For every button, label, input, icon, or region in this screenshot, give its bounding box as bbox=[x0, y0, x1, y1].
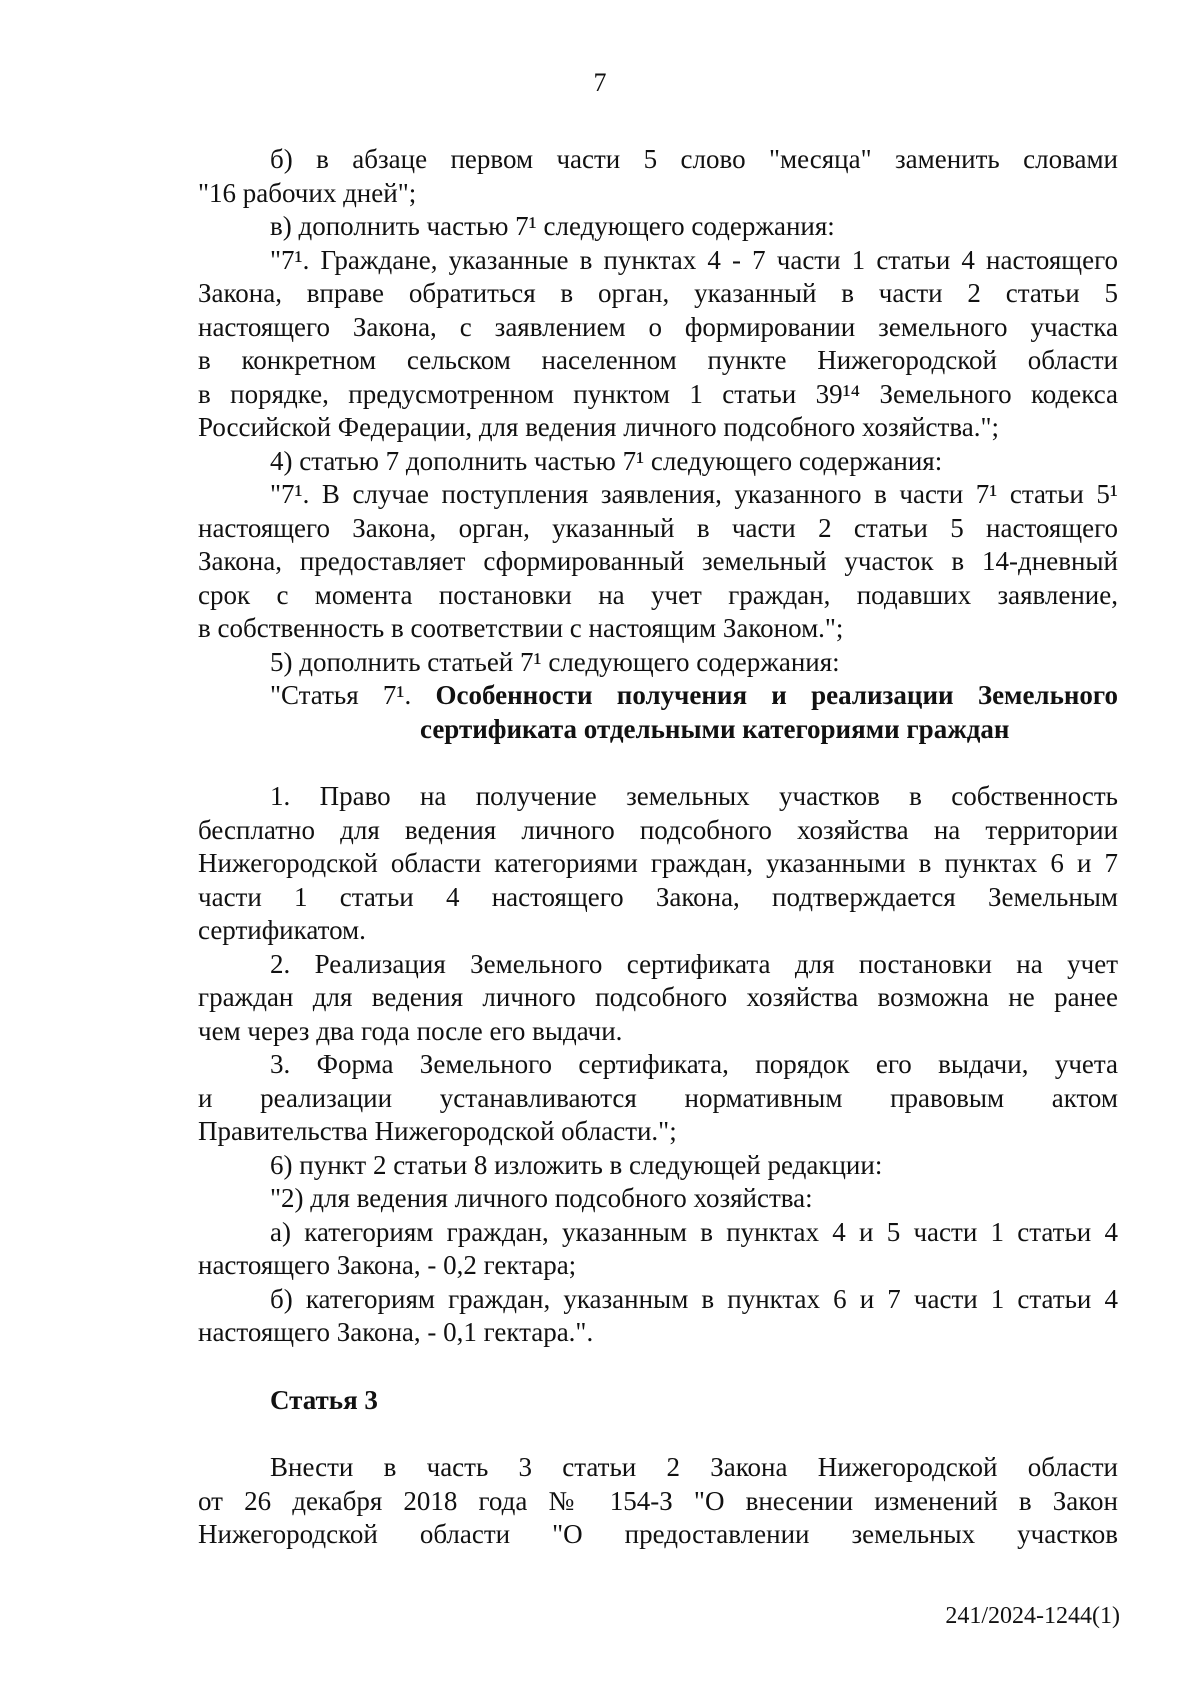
text-line: срок с момента постановки на учет граждан, подавших заявление, bbox=[198, 579, 1118, 610]
text-line: 6) пункт 2 статьи 8 изложить в следующей редакции: bbox=[270, 1149, 883, 1180]
text-line: 5) дополнить статьей 7¹ следующего содержания: bbox=[270, 646, 840, 677]
text-line: Правительства Нижегородской области."; bbox=[198, 1116, 677, 1146]
article-3-block bbox=[198, 1451, 1118, 1552]
text-line: в порядке, предусмотренном пунктом 1 статьи 39¹⁴ Земельного кодекса bbox=[198, 378, 1118, 409]
text-line: "2) для ведения личного подсобного хозяйства: bbox=[270, 1183, 813, 1213]
text-line: бесплатно для ведения личного подсобного хозяйства на территории bbox=[198, 814, 1118, 845]
article-heading-line-1 bbox=[198, 679, 1118, 713]
text-line: 2. Реализация Земельного сертификата для постановки на учет bbox=[270, 948, 1118, 979]
text-line: а) категориям граждан, указанным в пунктах 4 и 5 части 1 статьи 4 bbox=[270, 1216, 1118, 1247]
text-line: настоящего Закона, орган, указанный в части 2 статьи 5 настоящего bbox=[198, 512, 1118, 543]
text-line: "16 рабочих дней"; bbox=[198, 177, 417, 208]
text-line: сертификатом. bbox=[198, 915, 366, 945]
text-line: Внести в часть 3 статьи 2 Закона Нижегородской области bbox=[270, 1452, 1118, 1482]
text-line: Закона, вправе обратиться в орган, указанный в части 2 статьи 5 bbox=[198, 278, 1118, 308]
text-line: в) дополнить частью 7¹ следующего содержания: bbox=[270, 211, 835, 241]
text-line: граждан для ведения личного подсобного хозяйства возможна не ранее bbox=[198, 982, 1118, 1012]
text-line: и реализации устанавливаются нормативным правовым актом bbox=[198, 1082, 1118, 1113]
text-line: в собственность в соответствии с настоящим Законом."; bbox=[198, 613, 844, 643]
article-3-title: Статья 3 bbox=[270, 1384, 378, 1415]
spacer bbox=[198, 746, 1118, 780]
text-line: настоящего Закона, с заявлением о формировании земельного участка bbox=[198, 311, 1118, 342]
text-line: настоящего Закона, - 0,2 гектара; bbox=[198, 1250, 577, 1280]
text-line: чем через два года после его выдачи. bbox=[198, 1015, 623, 1046]
text-line: Нижегородской области "О предоставлении земельных участков bbox=[198, 1519, 1118, 1549]
article-heading-line-2: сертификата отдельными категориями граждан bbox=[420, 713, 1010, 744]
text-line: 3. Форма Земельного сертификата, порядок его выдачи, учета bbox=[270, 1049, 1118, 1079]
text-line: настоящего Закона, - 0,1 гектара.". bbox=[198, 1317, 594, 1347]
text-line: от 26 декабря 2018 года № 154-З "О внесении изменений в Закон bbox=[198, 1485, 1118, 1516]
spacer bbox=[198, 1350, 1118, 1384]
certificate-article-block bbox=[198, 780, 1118, 1350]
text-line: в конкретном сельском населенном пункте Нижегородской области bbox=[198, 345, 1118, 375]
document-id: 241/2024-1244(1) bbox=[945, 1603, 1120, 1629]
spacer bbox=[198, 1417, 1118, 1451]
text-line: 4) статью 7 дополнить частью 7¹ следующего содержания: bbox=[270, 445, 943, 476]
article-heading-prefix: "Статья 7¹. bbox=[270, 680, 412, 710]
text-line: Нижегородской области категориями граждан, указанными в пунктах 6 и 7 bbox=[198, 848, 1118, 878]
text-line: б) в абзаце первом части 5 слово "месяца" заменить словами bbox=[270, 144, 1118, 174]
text-line: б) категориям граждан, указанным в пунктах 6 и 7 части 1 статьи 4 bbox=[270, 1283, 1118, 1314]
text-line: части 1 статьи 4 настоящего Закона, подтверждается Земельным bbox=[198, 881, 1118, 912]
amendments-block bbox=[198, 143, 1118, 679]
document-body bbox=[198, 143, 1118, 1552]
text-line: "7¹. В случае поступления заявления, указанного в части 7¹ статьи 5¹ bbox=[270, 479, 1118, 509]
text-line: "7¹. Граждане, указанные в пунктах 4 - 7 части 1 статьи 4 настоящего bbox=[270, 244, 1118, 275]
text-line: Закона, предоставляет сформированный земельный участок в 14-дневный bbox=[198, 546, 1118, 576]
text-line: Российской Федерации, для ведения личного подсобного хозяйства."; bbox=[198, 412, 999, 442]
text-line: 1. Право на получение земельных участков в собственность bbox=[270, 781, 1118, 811]
page-number: 7 bbox=[593, 68, 607, 97]
article-heading-title: Особенности получения и реализации Земельного bbox=[435, 680, 1119, 710]
